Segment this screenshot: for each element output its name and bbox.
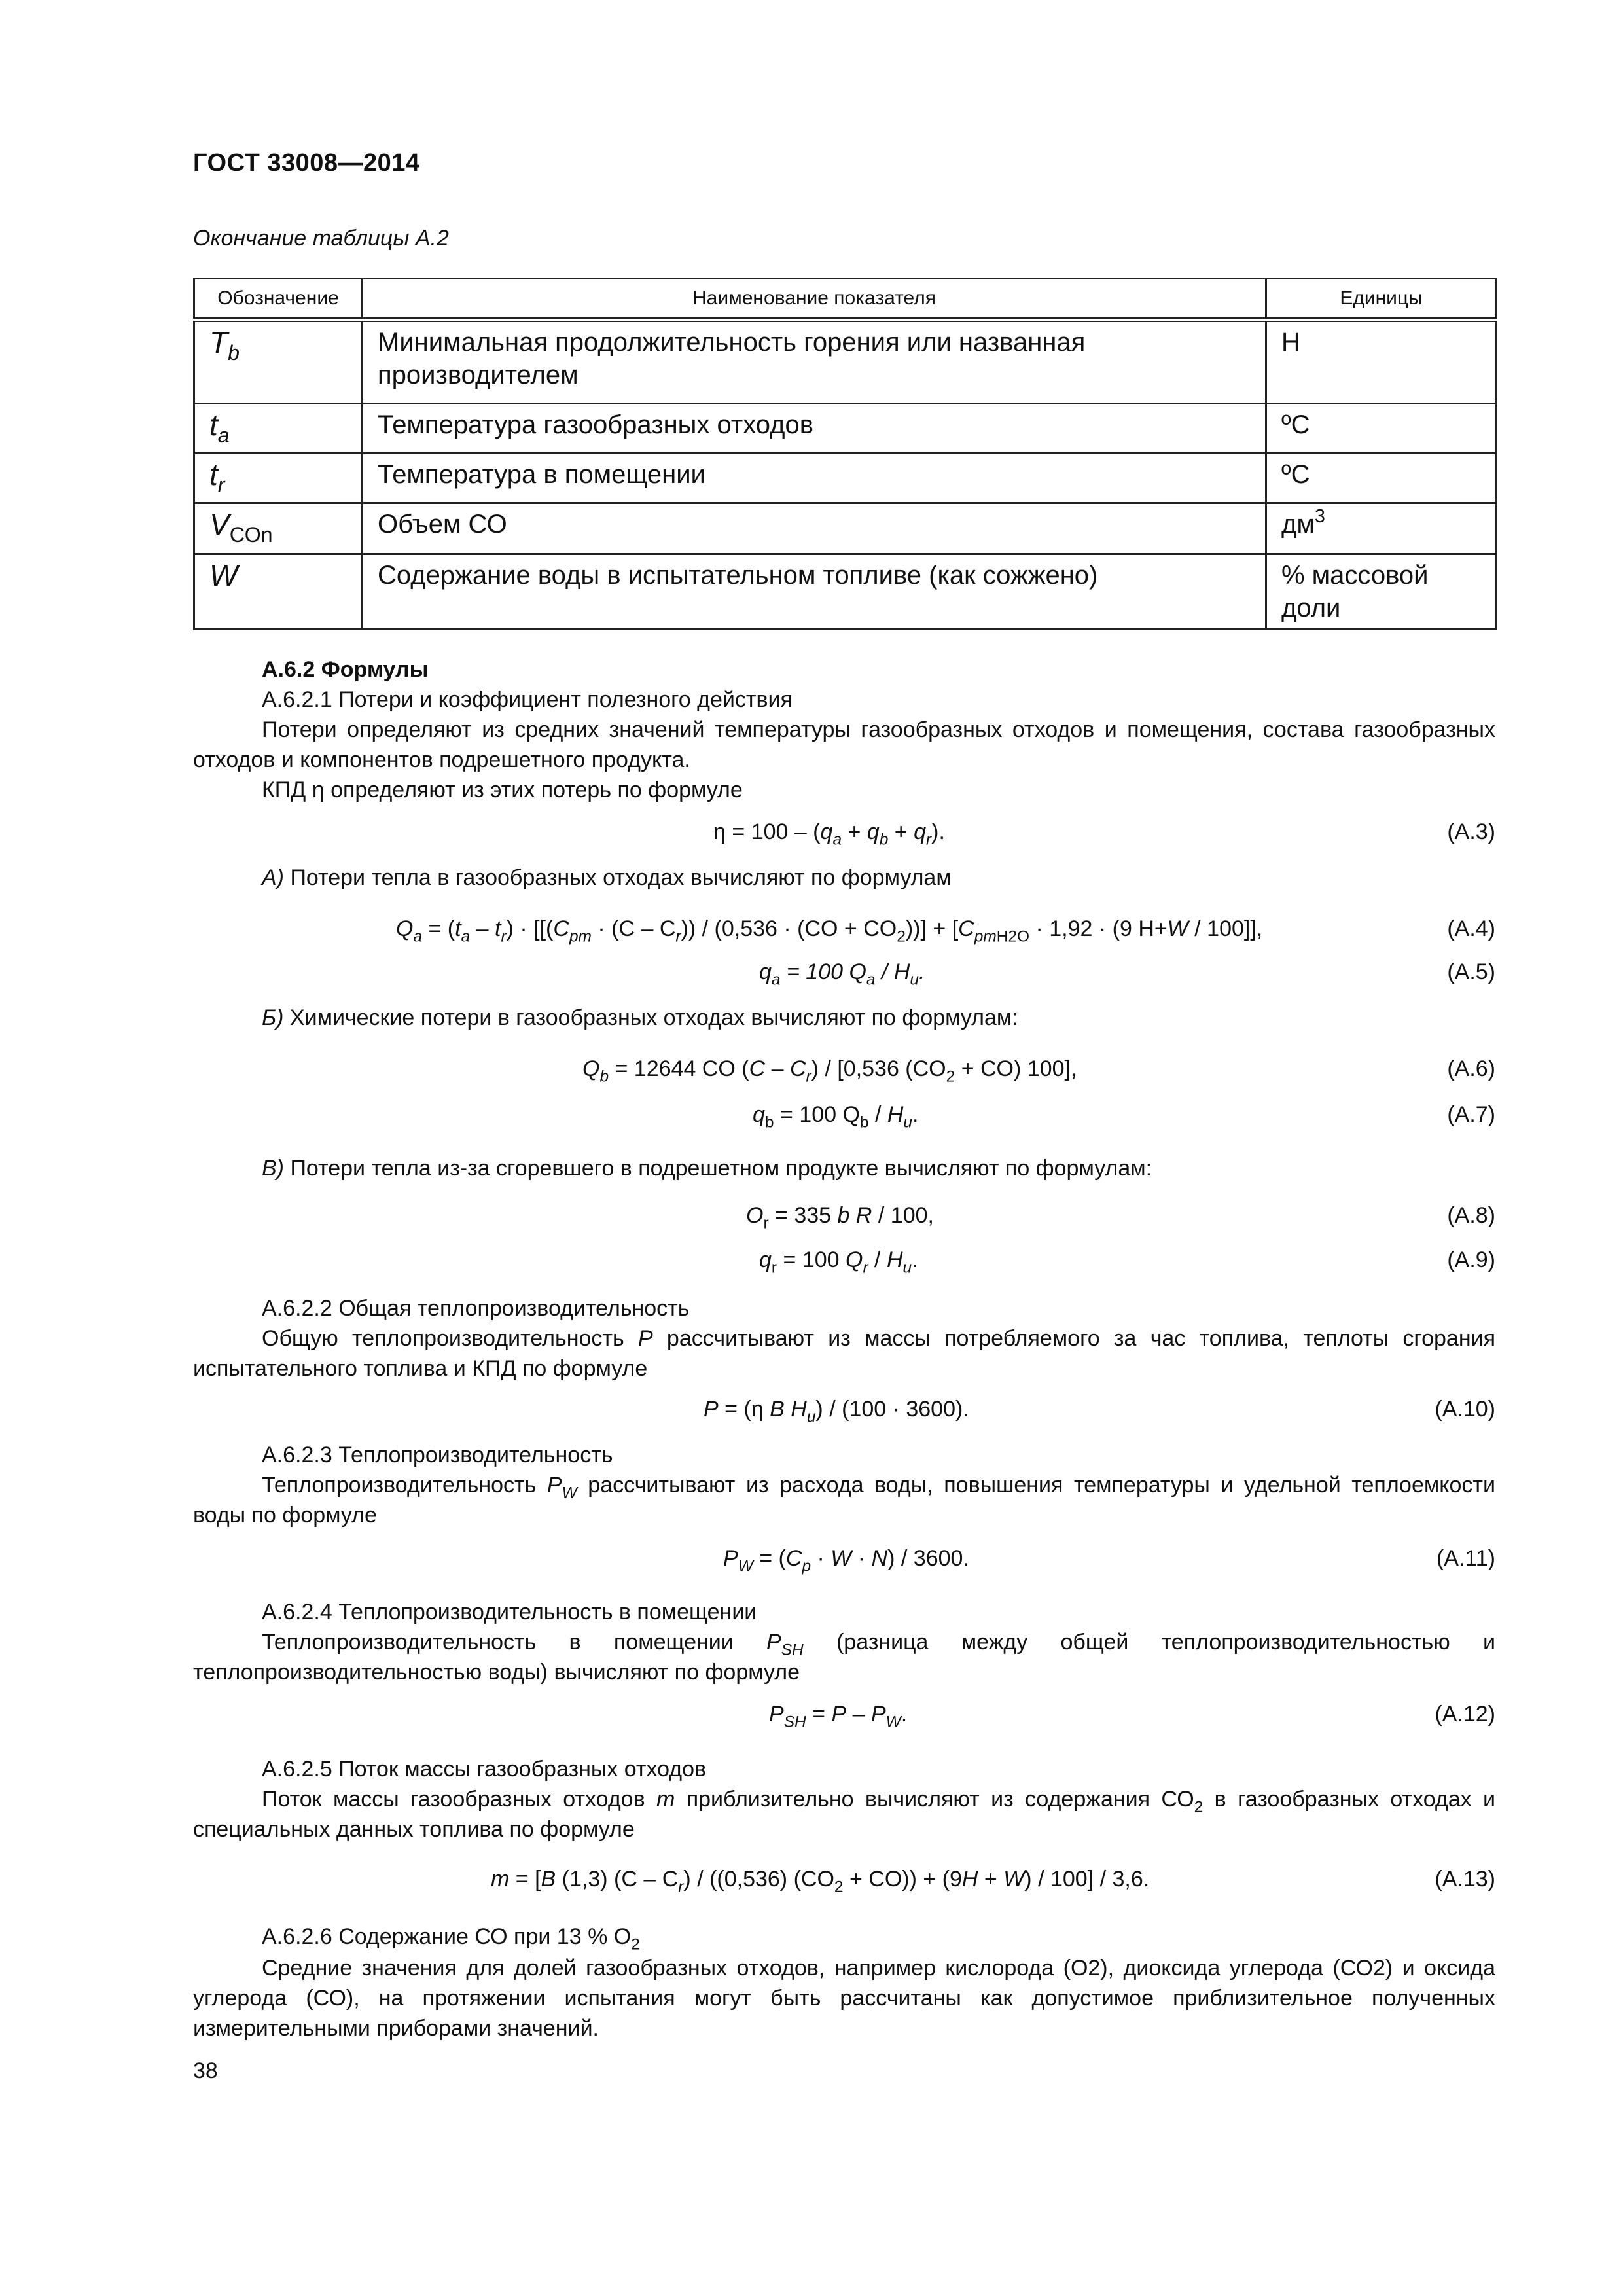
list-item: Б) Химические потери в газообразных отходах вычисляют по формулам:: [262, 1005, 1018, 1030]
unit-cell: % массовой доли: [1266, 554, 1497, 630]
formula: $\eta = 100 - (q_a + q_b + q_r)$.: [713, 819, 945, 849]
formula: $P_W = (C_p \cdot W \cdot N) / 3600$.: [723, 1546, 969, 1575]
formula-number: (А.11): [1436, 1546, 1495, 1571]
formula: $P_{SH} = P - P_W$.: [769, 1702, 908, 1731]
column-header: Наименование показателя: [363, 279, 1266, 320]
formula-number: (А.12): [1435, 1702, 1495, 1727]
formula: $Q_a = (t_a - t_r) \cdot [[(C_{pm} \cdot (C - C_r)) / (0,536 \cdot (CO + CO_2))] + [C_{pmH2O} \cdot 1,92 \cdot (9$ H+W / 100]],: [396, 916, 1263, 946]
subsection-heading: А.6.2.2 Общая теплопроизводительность: [262, 1296, 690, 1321]
formula-number: (А.9): [1447, 1247, 1495, 1272]
table-row: [194, 454, 1497, 503]
formula-number: (А.7): [1447, 1102, 1495, 1127]
paragraph: Потери определяют из средних значений температуры газообразных отходов и помещения, состава газообразных отходов и компонентов подрешетного продукта.: [193, 717, 1495, 772]
formula-number: (А.10): [1435, 1397, 1495, 1422]
name-cell: Температура в помещении: [363, 454, 1266, 503]
subsection-heading: А.6.2.5 Поток массы газообразных отходов: [262, 1757, 707, 1782]
formula-number: (А.3): [1447, 819, 1495, 844]
paragraph: Общую теплопроизводительность Р рассчитывают из массы потребляемого за час топлива, теплоты сгорания испытательного топлива и КПД по формуле: [193, 1326, 1495, 1381]
subsection-heading: А.6.2.1 Потери и коэффициент полезного действия: [262, 687, 793, 712]
designations-table: [193, 278, 1497, 630]
table-row: [194, 503, 1497, 554]
formula: $q_r = 100$ $Q_r / H_u$.: [759, 1247, 918, 1277]
formula: P = (η B $H_u) / (100 \cdot 3600)$.: [704, 1397, 969, 1426]
section-heading: А.6.2 Формулы: [262, 657, 429, 682]
symbol-cell: $t_r$: [194, 454, 363, 503]
formula-number: (А.13): [1435, 1867, 1495, 1892]
paragraph: Средние значения для долей газообразных отходов, например кислорода (O2), диоксида углерода (СО2) и оксида углерода (СО), на протяжении испытания могут быть рассчитаны как допустимое приблизительное полученных измерительными приборами значений.: [193, 1956, 1495, 2041]
paragraph: Теплопроизводительность $P_W$ рассчитывают из расхода воды, повышения температуры и удельной теплоемкости воды по формуле: [193, 1473, 1495, 1528]
symbol-cell: $V_{COn}$: [194, 503, 363, 554]
paragraph: Поток массы газообразных отходов m приблизительно вычисляют из содержания $СО_2$ в газообразных отходах и специальных данных топлива по формуле: [193, 1787, 1495, 1842]
symbol-cell: W: [194, 554, 363, 630]
column-header: Единицы: [1266, 279, 1497, 320]
table-caption: Окончание таблицы А.2: [193, 226, 449, 251]
list-item: А) Потери тепла в газообразных отходах вычисляют по формулам: [262, 865, 952, 890]
subsection-heading: А.6.2.6 Содержание СО при 13 % $О_2$: [262, 1924, 640, 1954]
formula: $q_b = 100$ $Q_b / H_u$.: [753, 1102, 919, 1132]
formula-number: (А.5): [1447, 960, 1495, 984]
formula-number: (А.8): [1447, 1203, 1495, 1228]
formula: $q_a = 100$ $Q_a / H_u$.: [759, 960, 925, 989]
unit-cell: ºС: [1266, 404, 1497, 454]
table-row: [194, 404, 1497, 454]
table-row: [194, 320, 1497, 404]
name-cell: Объем СО: [363, 503, 1266, 554]
symbol-cell: $t_a$: [194, 404, 363, 454]
formula: $Q_b = 12644$ CO $(C - C_r) / [0,536$ $(CO_2 + CO)$ 100],: [582, 1056, 1077, 1086]
formula: m = [B (1,3) $(C - C_r) / ((0,536) (CO_2 + CO)) + (9H + W) / 100] / 3,6$.: [491, 1867, 1150, 1896]
unit-cell: $дм^3$: [1266, 503, 1497, 554]
list-item: В) Потери тепла из-за сгоревшего в подрешетном продукте вычисляют по формулам:: [262, 1156, 1152, 1181]
subsection-heading: А.6.2.3 Теплопроизводительность: [262, 1443, 613, 1467]
column-header: Обозначение: [194, 279, 363, 320]
unit-cell: Н: [1266, 320, 1497, 404]
page-number: 38: [193, 2058, 218, 2083]
name-cell: Минимальная продолжительность горения или названная производителем: [363, 320, 1266, 404]
name-cell: Температура газообразных отходов: [363, 404, 1266, 454]
table-header-row: [194, 279, 1497, 320]
unit-cell: ºС: [1266, 454, 1497, 503]
subsection-heading: А.6.2.4 Теплопроизводительность в помещении: [262, 1600, 757, 1624]
paragraph: Теплопроизводительность в помещении $P_{SH}$ (разница между общей теплопроизводительностью и теплопроизводительностью воды) вычисляют по формуле: [193, 1630, 1495, 1685]
document-header: ГОСТ 33008—2014: [193, 149, 420, 177]
formula: $O_r = 335$ b R / 100,: [746, 1203, 934, 1232]
formula-number: (А.6): [1447, 1056, 1495, 1081]
formula-number: (А.4): [1447, 916, 1495, 941]
paragraph: КПД η определяют из этих потерь по формуле: [262, 778, 743, 802]
symbol-cell: $T_b$: [194, 320, 363, 404]
table-row: [194, 554, 1497, 630]
name-cell: Содержание воды в испытательном топливе (как сожжено): [363, 554, 1266, 630]
